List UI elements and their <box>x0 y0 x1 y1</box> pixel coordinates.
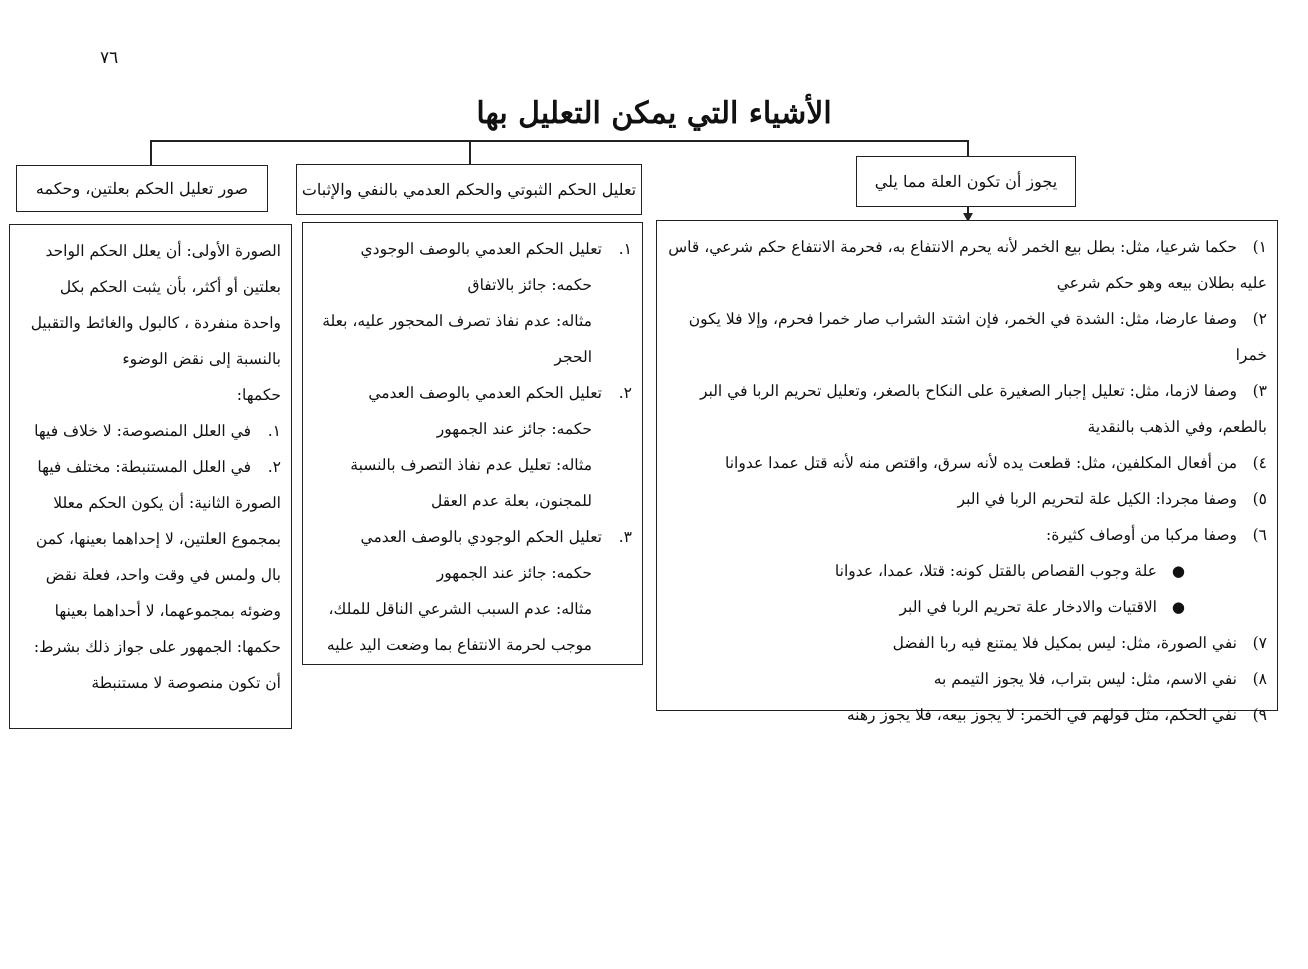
bullet-item: ● الاقتيات والادخار علة تحريم الربا في البر <box>667 589 1267 625</box>
content-box-middle <box>302 222 643 665</box>
list-item: ٥)وصفا مجردا: الكيل علة لتحريم الربا في البر <box>957 490 1267 508</box>
header-box-right <box>856 156 1076 207</box>
header-box-middle <box>296 164 642 215</box>
ruling-text: حكمه: جائز عند الجمهور <box>436 420 592 438</box>
list-item: ٤)من أفعال المكلفين، مثل: قطعت يده لأنه سرق، واقتص منه لأنه قتل عمدا عدوانا <box>724 454 1267 472</box>
list-item: ١.في العلل المنصوصة: لا خلاف فيها <box>34 422 281 440</box>
list-item: ٧)نفي الصورة، مثل: ليس بمكيل فلا يمتنع فيه ربا الفضل <box>892 634 1267 652</box>
bullet-item: ● علة وجوب القصاص بالقتل كونه: قتلا، عمدا، عدوانا <box>667 553 1267 589</box>
header-right-label: يجوز أن تكون العلة مما يلي <box>874 172 1058 191</box>
ruling-label: حكمها: <box>236 386 281 404</box>
header-left-label: صور تعليل الحكم بعلتين، وحكمه <box>35 179 249 198</box>
list-item: ١.تعليل الحكم العدمي بالوصف الوجودي <box>360 240 632 258</box>
bullet-icon: ● <box>1171 598 1185 616</box>
list-item: ٨)نفي الاسم، مثل: ليس بتراب، فلا يجوز التيمم به <box>933 670 1267 688</box>
list-item: ٣.تعليل الحكم الوجودي بالوصف العدمي <box>360 528 632 546</box>
ruling-text: حكمه: جائز عند الجمهور <box>436 564 592 582</box>
ruling2-text: حكمها: الجمهور على جواز ذلك بشرط: أن تكون منصوصة لا مستنبطة <box>33 638 281 692</box>
form2-text: الصورة الثانية: أن يكون الحكم معللا بمجموع العلتين، لا إحداهما بعينها، كمن بال ولمس في وقت واحد، فعلة نقض وضوئه بمجموعهما، لا أحداهما بعينها <box>35 494 281 620</box>
content-box-left <box>9 224 292 729</box>
list-item: ٢.في العلل المستنبطة: مختلف فيها <box>37 458 281 476</box>
list-item: ٢)وصفا عارضا، مثل: الشدة في الخمر، فإن اشتد الشراب صار خمرا فحرم، وإلا فلا يكون خمرا <box>688 310 1267 364</box>
example-text: مثاله: عدم السبب الشرعي الناقل للملك، موجب لحرمة الانتفاع بما وضعت اليد عليه <box>326 600 592 654</box>
bullet-icon: ● <box>1171 562 1185 580</box>
list-item: ٣)وصفا لازما، مثل: تعليل إجبار الصغيرة على النكاح بالصغر، وتعليل تحريم الربا في البر بالطعم، وفي الذهب بالنقدية <box>699 382 1267 436</box>
content-box-right <box>656 220 1278 724</box>
header-box-left <box>16 165 268 212</box>
list-item: ١)حكما شرعيا، مثل: بطل بيع الخمر لأنه يحرم الانتفاع به، فحرمة الانتفاع حكم شرعي، قاس عليه بطلان بيعه وهو حكم شرعي <box>668 238 1267 292</box>
list-item: ٩)نفي الحكم، مثل قولهم في الخمر: لا يجوز بيعه، فلا يجوز رهنه <box>846 706 1267 724</box>
example-text: مثاله: عدم نفاذ تصرف المحجور عليه، بعلة الحجر <box>322 312 592 366</box>
form1-text: الصورة الأولى: أن يعلل الحكم الواحد بعلتين أو أكثر، بأن يثبت الحكم بكل واحدة منفردة ، كالبول والغائط والتقبيل بالنسبة إلى نقض الوضوء <box>30 242 281 368</box>
example-text: مثاله: تعليل عدم نفاذ التصرف بالنسبة للمجنون، بعلة عدم العقل <box>350 456 592 510</box>
list-item: ٢.تعليل الحكم العدمي بالوصف العدمي <box>368 384 632 402</box>
page-title: الأشياء التي يمكن التعليل بها <box>476 96 832 131</box>
header-middle-label: تعليل الحكم الثبوتي والحكم العدمي بالنفي والإثبات <box>301 180 637 199</box>
page-number: ٧٦ <box>100 48 119 68</box>
ruling-text: حكمه: جائز بالاتفاق <box>467 276 592 294</box>
list-item: ٦)وصفا مركبا من أوصاف كثيرة: <box>1045 526 1267 544</box>
